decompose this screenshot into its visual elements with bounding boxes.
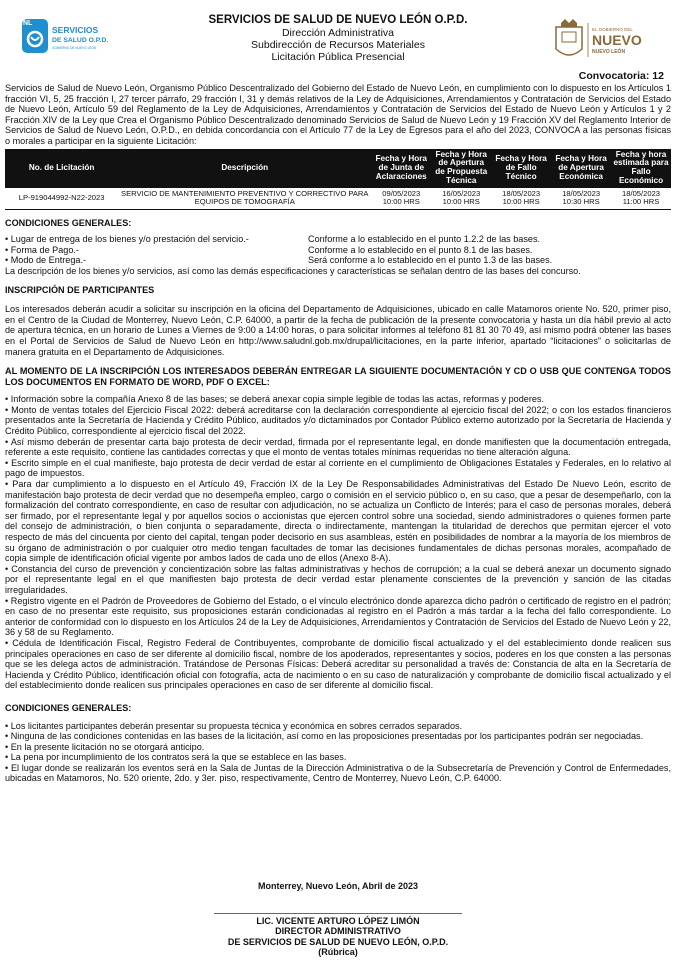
list-item: • Para dar cumplimiento a lo dispuesto en el Artículo 49, Fracción IX de la Ley De Responsabilidades Administrativas del Estado De Nuevo León, escrito de manifestación bajo protesta de decir verdad que no desempeña empleo, cargo o comisión en el servicio público o, en su caso, que a pesar de desempeñarlo, con la formalización del contrato correspondiente, en caso de resultar con adjudicación, no se actualiza un Conflicto de Interés; para el caso de personas morales, deberá ser firmado, por el representante legal y por aquellos socios o accionistas que ejercen control sobre una sociedad, siendo administradores o quienes formen parte del consejo de administración, o bien conjunta o separadamente, directa o indirectamente, mantengan la titularidad de derechos que permitan ejercer el voto respecto de más del cincuenta por ciento del capital, tengan poder decisorio en sus asambleas, estén en posibilidades de nombrar a la mayoría de los miembros de su órgano de administración o por cualquier otro medio tengan facultades de tomar las decisiones fundamentales de dichas personas morales, acompañado de copia simple de identificación oficial vigente por ambos lados de cada uno de ellos (Anexo 8-A). <box>5 479 671 564</box>
list-item: • Forma de Pago.- Conforme a lo establecido en el punto 8.1 de las bases. <box>5 244 533 255</box>
inscripcion-paragraph: Los interesados deberán acudir a solicitar su inscripción en la oficina del Departamento de Adquisiciones, ubicado en calle Matamoros oriente No. 520, primer piso, en el Centro de la Ciudad de Monterrey, Nuevo León, C.P. 64000, a partir de la fecha de publicación de la presente convocatoria y hasta un día hábil previo al acto de apertura técnica, en un horario de Lunes a Viernes de 9:00 a 14:00 horas, o para solicitar informes al teléfono 81 81 30 70 49, así mismo podrá obtener las bases en el Portal de Servicios de Salud de Nuevo León en http://www.saludnl.gob.mx/drupal/licitaciones, en la parte inferior, apartado “licitaciones” o solicitarlas de manera gratuita en el Departamento de Adquisiciones. <box>5 304 671 357</box>
list-item: • Cédula de Identificación Fiscal, Registro Federal de Contribuyentes, comprobante de domicilio fiscal actualizado y el del establecimiento donde realicen sus principales operaciones en caso de ser diferente al domicilio fiscal, nombre de los apoderados, representantes y socios, poderes en los que consten a las personas que se les delega actos de administración. Tratándose de Personas Físicas: Deberá acreditar su personalidad a través de: Constancia de alta en la Secretaría de Hacienda y Crédito Público, identificación oficial con fotografía, acta de nacimiento o en su caso de naturalización y comprobante de domicilio fiscal actualizado y el del establecimiento donde realicen sus principales operaciones en caso de ser diferente al domicilio fiscal. <box>5 637 671 691</box>
list-item: • Constancia del curso de prevención y concientización sobre las faltas administrativas y hechos de corrupción; a la cual se deberá anexar un documento signado por el representante legal en el que manifiesten bajo protesta de decir verdad estar plenamente conscientes de la prevención y sanción de las citadas irregularidades. <box>5 563 671 595</box>
signer-org: DE SERVICIOS DE SALUD DE NUEVO LEÓN, O.P.D. <box>227 936 449 947</box>
svg-text:NUEVO: NUEVO <box>592 32 642 48</box>
header-line-3: Licitación Pública Presencial <box>271 51 405 63</box>
list-item: • Ninguna de las condiciones contenidas en las bases de la licitación, así como en las proposiciones presentadas por los participantes podrán ser negociadas. <box>5 731 644 742</box>
list-item: • Monto de ventas totales del Ejercicio Fiscal 2022: deberá acreditarse con la declaración correspondiente al ejercicio fiscal del 2022; o con los estados financieros presentados ante la Secretaría de Hacienda y Crédito Público, auditados y/o dictaminados por Contador Público externo autorizado por la Secretaría de Hacienda y Crédito Público, correspondiente al ejercicio fiscal del 2022. <box>5 404 671 437</box>
list-item: • El lugar donde se realizarán los eventos será en la Sala de Juntas de la Dirección Administrativa o de la Subsecretaría de Prevención y Control de Enfermedades, ubicadas en Matamoros, No. 520 oriente, 2do. y 3er. piso, respectivamente, Centro de Monterrey, Nuevo León, C.P. 64000. <box>5 762 671 784</box>
condiciones-note: La descripción de los bienes y/o servicios, así como las demás especificaciones y características se señalan dentro de las bases del concurso. <box>5 265 581 276</box>
svg-text:NL: NL <box>23 20 33 27</box>
list-item: • Escrito simple en el cual manifieste, bajo protesta de decir verdad de estar al corriente en el cumplimiento de Obligaciones Estatales y Federales, en lo relativo al pago de impuestos. <box>5 457 671 479</box>
col-header-fallo-economico: Fecha y hora estimada para Fallo Económico <box>611 149 671 188</box>
header-line-1: Dirección Administrativa <box>281 27 395 39</box>
col-header-junta: Fecha y Hora de Junta de Aclaraciones <box>371 149 431 188</box>
signature-line <box>214 913 462 914</box>
org-title: SERVICIOS DE SALUD DE NUEVO LEÓN O.P.D. <box>208 14 468 26</box>
table-header-row <box>5 149 671 188</box>
list-item: • Así mismo deberán de presentar carta bajo protesta de decir verdad, firmada por el representante legal, en donde manifiesten que la documentación entregada, referente a este requisito, contiene las cantidades correctas y que el monto de ventas totales mínimas requeridas no tiene alteración alguna. <box>5 436 671 458</box>
list-item: • Información sobre la compañía Anexo 8 de las bases; se deberá anexar copia simple legible de todas las actas, reformas y poderes. <box>5 394 545 405</box>
cell-apertura-tecnica: 16/05/2023 10:00 HRS <box>431 188 491 209</box>
document-header <box>0 14 676 63</box>
list-item: • Lugar de entrega de los bienes y/o prestación del servicio.- Conforme a lo establecido en el punto 1.2.2 de las bases. <box>5 234 541 245</box>
table-row <box>5 188 671 209</box>
list-item: • Los licitantes participantes deberán presentar su propuesta técnica y económica en sobres cerrados separados. <box>5 720 463 731</box>
svg-text:EL GOBIERNO DEL: EL GOBIERNO DEL <box>592 27 633 32</box>
cell-fallo-economico: 18/05/2023 11:00 HRS <box>611 188 671 209</box>
convocatoria-number: Convocatoria: 12 <box>578 70 664 82</box>
section-title-documentos: AL MOMENTO DE LA INSCRIPCIÓN LOS INTERESADOS DEBERÁN ENTREGAR LA SIGUIENTE DOCUMENTACIÓN Y CD O USB QUE CONTENGA TODOS LOS DOCUMENTOS EN FORMATO DE WORD, PDF O EXCEL: <box>5 366 671 387</box>
list-item: • La pena por incumplimiento de los contratos será la que se establece en las bases. <box>5 752 347 763</box>
col-header-apertura-economica: Fecha y Hora de Apertura Económica <box>551 149 611 188</box>
svg-text:DE SALUD O.P.D.: DE SALUD O.P.D. <box>52 37 109 44</box>
cell-apertura-economica: 18/05/2023 10:30 HRS <box>551 188 611 209</box>
signer-title: DIRECTOR ADMINISTRATIVO <box>275 926 401 937</box>
cell-junta: 09/05/2023 10:00 HRS <box>371 188 431 209</box>
licitacion-table <box>5 149 671 210</box>
col-header-numero: No. de Licitación <box>5 149 118 188</box>
place-date: Monterrey, Nuevo León, Abril de 2023 <box>257 881 419 891</box>
cell-numero: LP-919044992-N22-2023 <box>5 188 118 209</box>
col-header-descripcion: Descripción <box>118 149 371 188</box>
list-item: • Modo de Entrega.- Será conforme a lo establecido en el punto 1.3 de las bases. <box>5 255 553 266</box>
intro-paragraph: Servicios de Salud de Nuevo León, Organismo Público Descentralizado del Gobierno del Estado de Nuevo León, en cumplimiento con lo dispuesto en los Artículos 1 fracción VI, 5, 25 fracción I, 27 tercer párrafo, 29 fracción I, 31 y demás relativos de la Ley de Adquisiciones, Arrendamientos y Contratación de Servicios del Estado de Nuevo León, Artículo 59 del Reglamento de la Ley de Adquisiciones, Arrendamientos y Contratación de Servicios del Estado de Nuevo León y Artículos 1 y 2 Fracción XIV de la Ley que Crea el Organismo Público Descentralizado denominado Servicios de Salud de Nuevo León y 19 Fracción XV del Reglamento Interior de Servicios de Salud de Nuevo León, O.P.D., en debida concordancia con el Artículo 77 de la Ley de Egresos para el año del 2023, CONVOCA a las personas físicas o morales a participar en la siguiente Licitación: <box>5 83 671 146</box>
section-title-condiciones-2: CONDICIONES GENERALES: <box>5 702 132 713</box>
rubrica: (Rúbrica) <box>318 947 358 958</box>
col-header-fallo-tecnico: Fecha y Hora de Fallo Técnico <box>491 149 551 188</box>
list-item: • Registro vigente en el Padrón de Proveedores de Gobierno del Estado, o el vínculo electrónico donde aparezca dicho padrón o certificado de registro en el padrón; en caso de no presentar este requisito, sus proposiciones estarán condicionadas al registro en el Padrón a más tardar a la fecha del fallo correspondiente. Lo anterior de conformidad con lo dispuesto en los Artículos 24 de la Ley de Adquisiciones, Arrendamientos y Contratación de Servicios del Estado de Nuevo León y 22, 36 y 58 de su Reglamento. <box>5 595 671 638</box>
document-body <box>5 83 671 784</box>
col-header-apertura-tecnica: Fecha y Hora de Apertura de Propuesta Técnica <box>431 149 491 188</box>
svg-text:GOBIERNO DE NUEVO LEÓN: GOBIERNO DE NUEVO LEÓN <box>52 46 97 50</box>
header-line-2: Subdirección de Recursos Materiales <box>251 39 425 51</box>
section-title-condiciones-1: CONDICIONES GENERALES: <box>5 217 132 228</box>
svg-text:SERVICIOS: SERVICIOS <box>52 25 99 35</box>
signature-block <box>0 916 676 958</box>
list-item: • En la presente licitación no se otorgará anticipo. <box>5 741 205 752</box>
cell-descripcion: SERVICIO DE MANTENIMIENTO PREVENTIVO Y CORRECTIVO PARA EQUIPOS DE TOMOGRAFÍA <box>118 188 371 209</box>
section-title-inscripcion: INSCRIPCIÓN DE PARTICIPANTES <box>5 284 155 295</box>
svg-text:NUEVO LEÓN: NUEVO LEÓN <box>592 49 626 55</box>
cell-fallo-tecnico: 18/05/2023 10:00 HRS <box>491 188 551 209</box>
signer-name: LIC. VICENTE ARTURO LÓPEZ LIMÓN <box>256 916 420 926</box>
